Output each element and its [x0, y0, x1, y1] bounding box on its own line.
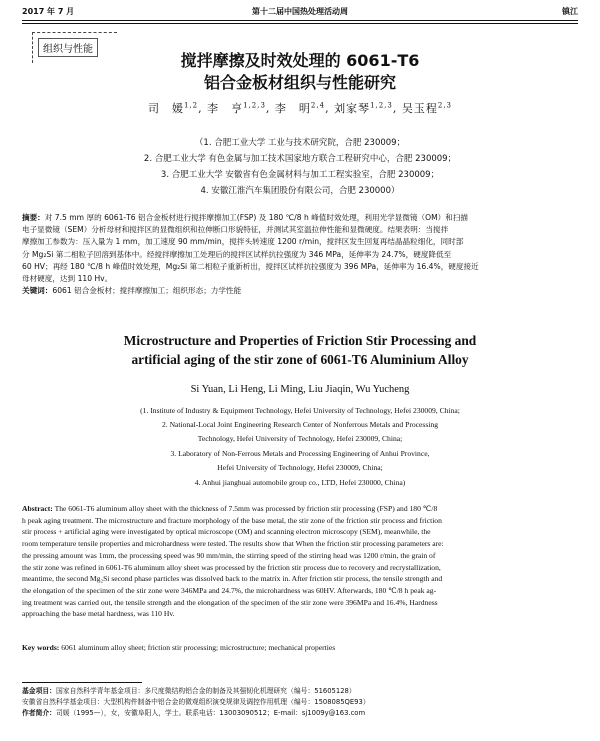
footnote-author: 作者简介：司媛（1995—），女，安徽阜阳人，学士。联系电话：13003090512；E-mail：sj1009y@163.com: [22, 709, 366, 717]
header-journal: 第十二届中国热处理活动周: [252, 7, 348, 16]
abstract-en-line: Abstract: The 6061-T6 aluminum alloy sheet with the thickness of 7.5mm was processed by friction stir processing (FSP) and 180 ℃/8: [22, 504, 438, 513]
author-cn: 李 明$^{2,4}$: [274, 101, 326, 115]
footnote-funding-2: 安徽省自然科学基金项目：大型机构件制备中铝合金的微观组织演变规律及调控作用机理（编号：1508085QE93）: [22, 698, 370, 706]
abstract-cn-line: 摘要：对 7.5 mm 厚的 6061-T6 铝合金板材进行搅拌摩擦加工(FSP) 及 180 ℃/8 h 峰值时效处理，利用光学显微镜（OM）和扫描: [22, 213, 469, 222]
abstract-en-label: Abstract:: [22, 504, 53, 513]
affiliation-cn-2: 2. 合肥工业大学 有色金属与加工技术国家地方联合工程研究中心，合肥 230009；: [143, 154, 457, 164]
authors-cn: 司 媛$^{1,2}$, 李 亨$^{1,2,3}$, 李 明$^{2,4}$, 刘家琴$^{1,2,3}$, 吴玉程$^{2,3}$: [147, 101, 453, 115]
title-en-line2: artificial aging of the stir zone of 6061-T6 Aluminium Alloy: [131, 352, 469, 367]
affiliation-en-2: 2. National-Local Joint Engineering Research Center of Nonferrous Metals and Processing: [161, 420, 439, 429]
header-rule: [22, 20, 578, 21]
abstract-cn-label: 摘要：: [22, 213, 45, 222]
abstract-cn-line: 电子显微镜（SEM）分析母材和搅拌区的显微组织和拉伸断口形貌特征，并测试其室温拉伸性能和显微硬度。结果表明：当搅拌: [22, 225, 449, 235]
keywords-en-label: Key words:: [22, 643, 60, 652]
running-header: [22, 6, 578, 20]
abstract-en-line: approaching the base metal hardness, was 110 Hv.: [22, 609, 175, 619]
section-badge: 组织与性能: [38, 38, 98, 57]
title-cn-line2: 铝合金板材组织与性能研究: [203, 73, 396, 92]
affiliation-cn-1: （1. 合肥工业大学 工业与技术研究院，合肥 230009；: [194, 138, 406, 148]
header-date: 2017 年 7 月: [22, 7, 75, 16]
keywords-cn: 关键词：6061 铝合金板材；搅拌摩擦加工；组织形态；力学性能: [22, 286, 242, 296]
author-cn: 李 亨$^{1,2,3}$: [207, 101, 266, 115]
author-cn: 吴玉程$^{2,3}$: [401, 101, 453, 115]
header-place: 镇江: [562, 7, 578, 16]
abstract-en-line: room temperature tensile properties and microhardness were tested. The results show that When the friction stir processing parameters are:: [22, 539, 444, 549]
affiliation-en-2b: Technology, Hefei University of Technology, Hefei 230009, China;: [197, 434, 403, 443]
affiliation-en-3: 3. Laboratory of Non-Ferrous Metals and Processing Engineering of Anhui Province,: [170, 449, 430, 458]
author-cn: 刘家琴$^{1,2,3}$: [334, 101, 393, 115]
abstract-en-line: the elongation of the specimen of the stir zone were 346MPa and 24.7%, the microhardness was 60HV. Afterwards, 180 ℃/8 h peak ag-: [22, 585, 437, 595]
abstract-en-line: stir process + artificial aging were investigated by optical microscope (OM) and scanning electron microscopy (SEM), meanwhile, the: [22, 527, 431, 537]
affiliation-en-4: 4. Anhui jianghuai automobile group co., LTD, Hefei 230000, China): [194, 478, 406, 487]
affiliation-cn-3: 3. 合肥工业大学 安徽省有色金属材料与加工工程实验室，合肥 230009；: [160, 170, 440, 180]
footnote-funding-1: 基金项目：国家自然科学青年基金项目：多尺度微结构铝合金的制备及其强韧化机理研究（编号：51605128）: [22, 687, 356, 695]
affiliation-en-3b: Hefei University of Technology, Hefei 230009, China;: [217, 463, 383, 472]
abstract-cn-line: 60 HV；再经 180 ℃/8 h 峰值时效处理，Mg₂Si 第二相粒子重新析出，搅拌区试样抗拉强度为 396 MPa，延伸率为 16.4%，硬度接近: [22, 261, 479, 271]
affiliation-cn-4: 4. 安徽江淮汽车集团股份有限公司，合肥 230000）: [200, 186, 400, 196]
abstract-cn-line: 摩擦加工参数为：压入量为 1 mm，加工速度 90 mm/min，搅拌头转速度 1200 r/min，搅拌区发生回复再结晶晶粒细化，同时部: [22, 237, 464, 247]
author-cn: 司 媛$^{1,2}$: [147, 101, 199, 115]
affiliation-en-1: (1. Institute of Industry & Equipment Technology, Hefei University of Technology, Hefei 230009, China;: [140, 406, 460, 415]
title-en-line1: Microstructure and Properties of Friction Stir Processing and: [123, 333, 477, 348]
keywords-cn-label: 关键词：: [22, 286, 53, 296]
keywords-en: Key words: 6061 aluminum alloy sheet; friction stir processing; microstructure; mechanical properties: [22, 643, 336, 652]
footnote-rule: [22, 682, 142, 683]
title-cn-line1: 搅拌摩擦及时效处理的 6061-T6: [180, 51, 420, 70]
authors-en: Si Yuan, Li Heng, Li Ming, Liu Jiaqin, Wu Yucheng: [190, 384, 410, 395]
abstract-en-line: ing treatment was carried out, the tensile strength and the elongation of the specimen of the stir zone were 396MPa and 16.4%, Hardness: [22, 597, 438, 607]
abstract-en-line: the stir zone was refined in 6061-T6 aluminum alloy sheet was processed by the friction stir process due to recovery and recrystallization,: [22, 562, 441, 572]
abstract-en-line: meantime, the second Mg₂Si second phase particles was dissolved back to the matrix in. After friction stir process, the tensile strength and: [22, 574, 443, 584]
abstract-cn: [22, 212, 578, 297]
abstract-cn-line: 母材硬度，达到 110 Hv。: [22, 274, 113, 284]
header-rule-thin: [22, 23, 578, 24]
abstract-cn-line: 分 Mg₂Si 第二相粒子回溶到基体中。经搅拌摩擦加工处理后的搅拌区试样抗拉强度为 346 MPa，延伸率为 24.7%，硬度降低至: [22, 249, 452, 259]
abstract-en-line: the pressing amount was 1mm, the processing speed was 90 mm/min, the stirring speed of the stirring head was 1200 r/min, the grain of: [22, 550, 436, 560]
abstract-en-line: h peak aging treatment. The microstructure and fracture morphology of the base metal, the stir zone of the friction stir process and friction: [22, 515, 442, 525]
abstract-en: [22, 503, 578, 620]
